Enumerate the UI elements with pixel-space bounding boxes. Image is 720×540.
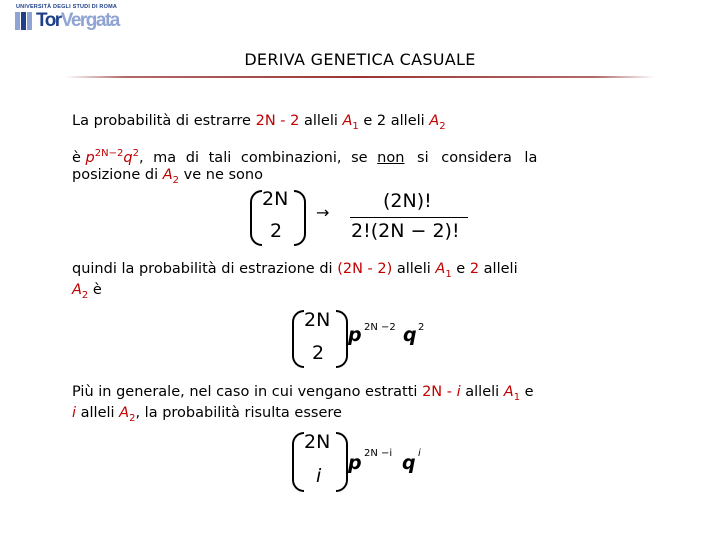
page-title: DERIVA GENETICA CASUALE — [244, 50, 476, 69]
fraction-denominator: 2!(2N − 2)! — [351, 220, 460, 242]
paragraph-4-line-1: Più in generale, nel caso in cui vengano estratti 2N - i alleli $A_1$ e — [72, 384, 534, 403]
paragraph-4-line-2: i alleli $A_2$, la probabilità risulta essere — [72, 405, 342, 424]
fraction-bar — [350, 217, 468, 218]
exponent-p: 2N −i — [364, 448, 393, 459]
paragraph-1: La probabilità di estrarre 2N - 2 alleli $A_1$ e 2 alleli $A_2$ — [72, 113, 446, 132]
binom-top: 2N — [304, 309, 331, 331]
exponent-p: 2N −2 — [364, 322, 396, 333]
base-p: p — [348, 452, 362, 474]
left-paren — [250, 190, 262, 246]
paragraph-2-line-2: posizione di $A_2$ ve ne sono — [72, 167, 263, 186]
university-logo — [6, 2, 126, 32]
binom-bottom: 2 — [270, 220, 283, 242]
base-q: q — [403, 324, 417, 346]
binom-top: 2N — [304, 431, 331, 453]
paragraph-3-line-2: $A_2$ è — [72, 282, 102, 301]
right-paren — [336, 432, 348, 492]
left-paren — [292, 310, 304, 368]
left-paren — [292, 432, 304, 492]
binom-top: 2N — [262, 188, 289, 210]
logo-wordmark: TorVergata — [36, 10, 119, 31]
logo-caption: UNIVERSITÀ DEGLI STUDI DI ROMA — [16, 4, 118, 10]
exponent-q: 2 — [418, 322, 425, 333]
right-paren — [336, 310, 348, 368]
binom-bottom: 2 — [312, 342, 325, 364]
exponent-q: i — [418, 448, 421, 459]
right-paren — [294, 190, 306, 246]
base-p: p — [348, 324, 362, 346]
arrow-icon: → — [316, 203, 330, 222]
binom-bottom: i — [316, 465, 322, 487]
paragraph-2-line-1: è $p^{2N-2}q^2$, ma di tali combinazioni, se non si considera la — [72, 148, 538, 166]
title-divider — [65, 76, 655, 78]
fraction-numerator: (2N)! — [383, 190, 432, 212]
logo-emblem-icon — [14, 12, 34, 30]
base-q: q — [402, 452, 416, 474]
paragraph-3-line-1: quindi la probabilità di estrazione di (2N - 2) alleli $A_1$ e 2 alleli — [72, 261, 518, 280]
